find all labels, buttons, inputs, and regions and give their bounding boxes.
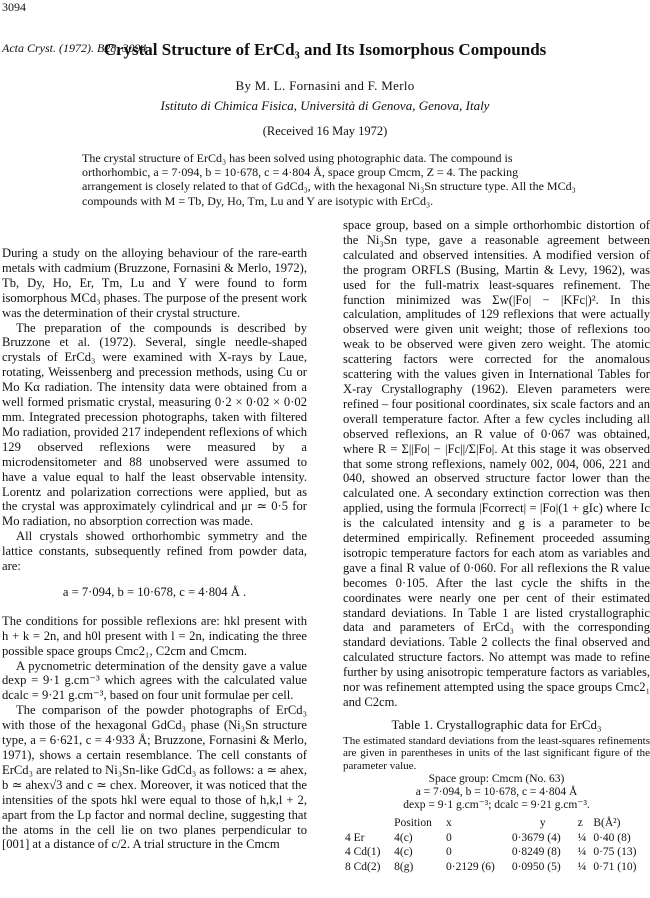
article-affiliation: Istituto di Chimica Fisica, Università di Genova, Genova, Italy [160, 98, 490, 113]
right-column [343, 218, 650, 875]
received-date: (Received 16 May 1972) [262, 124, 388, 138]
table-row [343, 831, 650, 846]
table1-density: dexp = 9·1 g.cm⁻³; dcalc = 9·21 g.cm⁻³. [403, 798, 590, 811]
table-header-cell: z [577, 816, 583, 829]
table-row [343, 845, 650, 860]
table-header-cell: y [539, 816, 546, 829]
table-cell: ¼ [577, 846, 587, 859]
table-cell: 0·2129 (6) [446, 861, 495, 874]
table-cell: 0·71 (10) [593, 861, 637, 874]
table-header-cell: Position [394, 816, 432, 829]
table-cell: 0·0950 (5) [511, 861, 561, 874]
comparison-paragraph: The comparison of the powder photographs of ErCd₃ with those of the hexagonal GdCd₃ phase (Ni₃Sn structure type, a = 6·621, c = 4·933 Å; Bruzzone, Fornasini & Merlo, 1971), shows a certain resemblance. The cell constants of ErCd₃ are related to Ni₃Sn-like GdCd₃ as follows: a ≃ ahex, b ≃ ahex√3 and c ≃ chex. Moreover, it was noticed that the intensities of the spots hkl were equal to those of h,k,l + 2, apart from the Lp factor and normal decline, suggesting that the atoms in the cell lie on two planes perpendicular to [001] at a distance of c/2. A trial structure in the Cmcm [2, 703, 307, 852]
table-cell: 0 [446, 831, 452, 844]
table-cell: 4(c) [394, 831, 413, 844]
table-cell: 0·3679 (4) [511, 831, 561, 844]
density-paragraph: A pycnometric determination of the density gave a value dexp = 9·1 g.cm⁻³ which agrees with the calculated value dcalc = 9·21 g.cm⁻³, based on four unit formulae per cell. [2, 658, 307, 703]
table-header-cell: x [446, 816, 452, 829]
page-number: 3094 [2, 0, 26, 14]
table-cell: 8(g) [394, 861, 414, 874]
intro-paragraph: During a study on the alloying behaviour of the rare-earth metals with cadmium (Bruzzone, Fornasini & Merlo, 1972), Tb, Dy, Ho, Er, Tm, Lu and Y were found to form isomorphous MCd₃ phases. The purpose of the present work was the determination of their crystal structure. [2, 246, 307, 320]
table-header-cell [343, 816, 392, 831]
symmetry-paragraph: All crystals showed orthorhombic symmetry and the lattice constants, subsequently refined from powder data, are: [2, 529, 307, 574]
table-cell: 0·75 (13) [593, 846, 637, 859]
left-column [2, 246, 307, 852]
table-cell: 4 Cd(1) [345, 846, 381, 859]
table-cell: 4(c) [394, 846, 413, 859]
table-header-row [343, 816, 650, 831]
table-cell: 4 Er [345, 831, 365, 844]
lattice-constants-equation: a = 7·094, b = 10·678, c = 4·804 Å . [62, 584, 247, 599]
refinement-paragraph: space group, based on a simple orthorhombic distortion of the Ni₃Sn type, gave a reasonable agreement between calculated and observed intensities. A modified version of the program ORFLS (Busing, Martin & Levy, 1962), was used for the full-matrix least-squares refinement. The function minimized was Σw(|Fo| − |KFc|)². In this calculation, amplitudes of 129 reflexions that were actually observed were given unit weight; those of reflexions too weak to be observed were given zero weight. The atomic scattering factors were corrected for the anomalous scattering with the values given in International Tables for X-ray Crystallography (1962). Eleven parameters were refined – four positional coordinates, six scale factors and an overall temperature factor. After a few cycles including all observed reflexions, an R value of 0·067 was obtained, where R = Σ||Fo| − |Fc||/Σ|Fo|. At this stage it was observed that some strong reflexions, namely 002, 004, 006, 221 and 040, showed an observed structure factor lower than the calculated one. A secondary extinction correction was then applied, using the formula |Fcorrect| = |Fo|(1 + gIc) where Ic is the calculated intensity and g is a parameter to be determined empirically. Refinement proceeded assuming isotropic temperature factors for each atom as variables and gave a final R value of 0·060. For all reflexions the R value becomes 0·105. After the last cycle the shifts in the coordinates were nearly one per cent of their estimated standard deviations. In Table 1 are listed crystallographic data and parameters of ErCd₃ with the corresponding standard deviations. Table 2 collects the final observed and calculated structure factors. No attempt was made to refine further by using anisotropic temperature factors as variables, nor was refinement attempted using the space groups Cmc2₁ and C2cm. [343, 218, 650, 709]
table-cell: ¼ [577, 861, 587, 874]
table-cell: ¼ [577, 831, 587, 844]
table1-cell: a = 7·094, b = 10·678, c = 4·804 Å [415, 785, 578, 798]
table-cell: 0·40 (8) [593, 831, 631, 844]
article-authors: By M. L. Fornasini and F. Merlo [235, 78, 415, 93]
table1-note: The estimated standard deviations from the least-squares refinements are given in parentheses in units of the last significant figure of the parameter value. [343, 734, 650, 772]
table1-caption: Table 1. Crystallographic data for ErCd₃ [391, 716, 602, 732]
conditions-paragraph: The conditions for possible reflexions are: hkl present with h + k = 2n, and h0l present with l = 2n, indicating the three possible space groups Cmc2₁, C2cm and Cmcm. [2, 613, 307, 658]
crystallographic-data-table [343, 816, 650, 876]
article-title: Crystal Structure of ErCd₃ and Its Isomorphous Compounds [103, 40, 547, 59]
preparation-paragraph: The preparation of the compounds is described by Bruzzone et al. (1972). Several, single needle-shaped crystals of ErCd₃ were examined with X-rays by Laue, rotating, Weissenberg and precession methods, using Cu or Mo Kα radiation. The intensity data were obtained from a well formed prismatic crystal, measuring 0·2 × 0·02 × 0·02 mm. Integrated precession photographs, taken with filtered Mo radiation, provided 217 independent reflexions of which 129 observed reflexions were measured by a microdensitometer and 88 unobserved were assumed to have a value equal to half the least observable intensity. Lorentz and polarization corrections were applied, but as the crystal was approximately cylindrical and μr ≃ 0·5 for Mo radiation, no absorption correction was made. [2, 320, 307, 529]
table-cell: 0 [446, 846, 452, 859]
table-row [343, 860, 650, 875]
table-cell: 0·8249 (8) [511, 846, 561, 859]
table1-space-group: Space group: Cmcm (No. 63) [428, 772, 565, 785]
table-cell: 8 Cd(2) [345, 861, 381, 874]
abstract [82, 151, 576, 208]
abstract-text: The crystal structure of ErCd₃ has been solved using photographic data. The compound is orthorhombic, a = 7·094, b = 10·678, c = 4·804 Å, space group Cmcm, Z = 4. The packing arrangement is closely related to that of GdCd₃, with the hexagonal Ni₃Sn structure type. All the MCd₃ compounds with M = Tb, Dy, Ho, Tm, Lu and Y are isotypic with ErCd₃. [82, 151, 576, 208]
table-header-cell: B(Å²) [593, 816, 621, 829]
journal-citation: Acta Cryst. (1972). B28, 3094 [2, 41, 147, 55]
